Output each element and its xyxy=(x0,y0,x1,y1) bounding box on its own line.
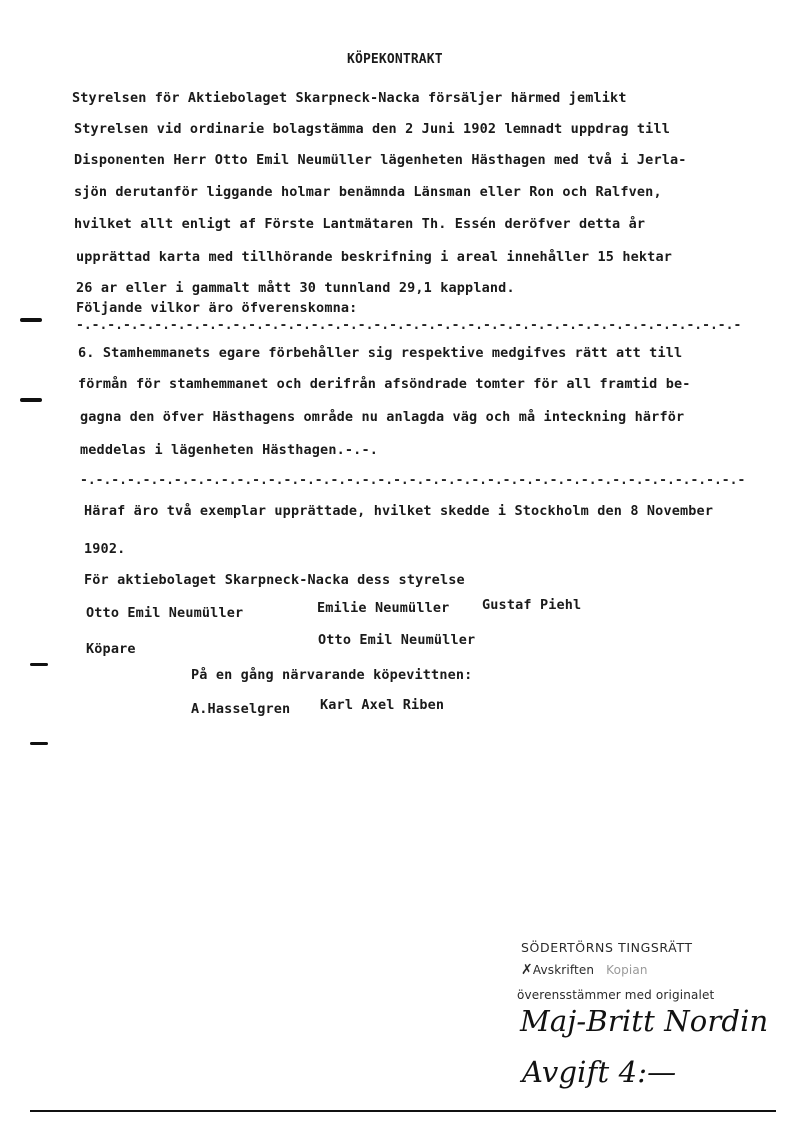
dash-separator: -.-.-.-.-.-.-.-.-.-.-.-.-.-.-.-.-.-.-.-.-.-.-.-.-.-.-.-.-.-.-.-.-.-.-.-.-.-.-.-.-.-.- xyxy=(76,318,742,333)
witness-name: Karl Axel Riben xyxy=(320,697,445,713)
witness-name: A.Hasselgren xyxy=(191,701,291,717)
text-line: Häraf äro två exemplar upprättade, hvilket skedde i Stockholm den 8 November xyxy=(84,503,714,519)
buyer-label: Köpare xyxy=(86,641,136,657)
board-member-name: Gustaf Piehl xyxy=(482,597,582,613)
binder-hole-mark xyxy=(30,742,48,745)
text-line: Styrelsen vid ordinarie bolagstämma den 2 Juni 1902 lemnadt uppdrag till xyxy=(74,121,670,137)
buyer-name: Otto Emil Neumüller xyxy=(318,632,476,648)
fee-handwritten: Avgift 4:— xyxy=(522,1055,677,1089)
binder-hole-mark xyxy=(20,318,42,322)
text-line: Disponenten Herr Otto Emil Neumüller lägenheten Hästhagen med två i Jerla- xyxy=(74,152,687,168)
text-line: Styrelsen för Aktiebolaget Skarpneck-Nacka försäljer härmed jemlikt xyxy=(72,90,627,106)
text-line: 6. Stamhemmanets egare förbehåller sig respektive medgifves rätt att till xyxy=(78,345,683,361)
text-line: 26 ar eller i gammalt mått 30 tunnland 29,1 kappland. xyxy=(76,280,515,296)
stamp-match-line: överensstämmer med originalet xyxy=(517,988,715,1002)
clerk-signature: Maj-Britt Nordin xyxy=(520,1004,769,1038)
court-stamp-title: SÖDERTÖRNS TINGSRÄTT xyxy=(521,940,693,955)
binder-hole-mark xyxy=(20,398,42,402)
text-line: meddelas i lägenheten Hästhagen.-.-. xyxy=(80,442,378,458)
witness-heading: På en gång närvarande köpevittnen: xyxy=(191,667,473,683)
board-member-name: Otto Emil Neumüller xyxy=(86,605,244,621)
text-line: 1902. xyxy=(84,541,126,557)
stamp-copy-word: Avskriften xyxy=(532,963,595,977)
stamp-copy-suffix: Kopian xyxy=(606,963,648,977)
text-line: upprättad karta med tillhörande beskrifning i areal innehåller 15 hektar xyxy=(76,249,672,265)
check-mark-icon: ✗ xyxy=(521,962,533,978)
board-member-name: Emilie Neumüller xyxy=(317,600,450,616)
text-line: sjön derutanför liggande holmar benämnda Länsman eller Ron och Ralfven, xyxy=(74,184,662,200)
text-line: hvilket allt enligt af Förste Lantmätaren Th. Essén deröfver detta år xyxy=(74,216,646,232)
text-line: gagna den öfver Hästhagens område nu anlagda väg och må inteckning härför xyxy=(80,409,685,425)
bottom-rule xyxy=(30,1110,776,1112)
binder-hole-mark xyxy=(30,663,48,666)
company-signature-line: För aktiebolaget Skarpneck-Nacka dess styrelse xyxy=(84,572,465,588)
document-title: KÖPEKONTRAKT xyxy=(347,52,443,67)
text-line: förmån för stamhemmanet och derifrån afsöndrade tomter för all framtid be- xyxy=(78,376,691,392)
dash-separator: -.-.-.-.-.-.-.-.-.-.-.-.-.-.-.-.-.-.-.-.-.-.-.-.-.-.-.-.-.-.-.-.-.-.-.-.-.-.-.-.-.-.- xyxy=(80,473,746,488)
conditions-heading: Följande vilkor äro öfverenskomna: xyxy=(76,300,358,316)
stamp-copy-line xyxy=(521,962,648,978)
